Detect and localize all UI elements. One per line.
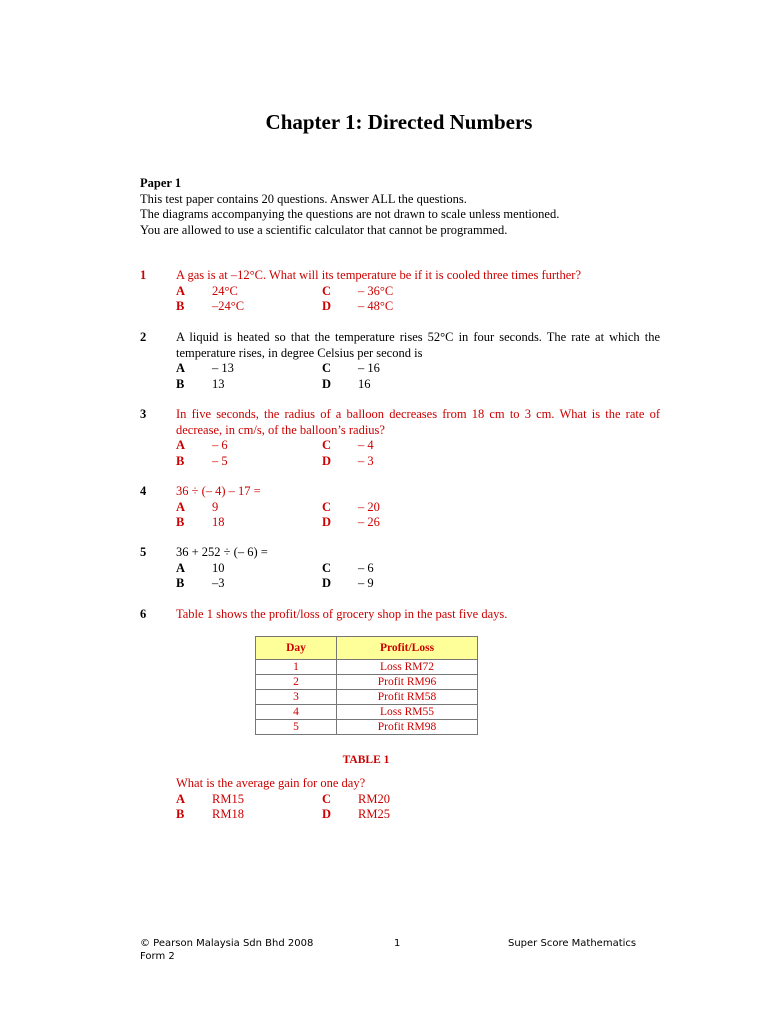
question-number: 5	[140, 545, 147, 559]
option-value: 16	[358, 376, 371, 391]
option-value: – 3	[358, 453, 374, 468]
option-label: C	[322, 438, 332, 452]
table-cell: 4	[256, 705, 337, 720]
question-stem: Table 1 shows the profit/loss of grocery shop in the past five days.	[176, 607, 508, 621]
table-row	[256, 705, 478, 720]
answer-options	[176, 561, 660, 592]
answer-options	[176, 792, 660, 823]
answer-options	[176, 284, 660, 315]
option-value: –24°C	[212, 299, 245, 313]
table-cell: Loss RM72	[337, 660, 478, 675]
option-value: – 4	[358, 438, 374, 452]
question-1	[140, 268, 660, 315]
footer-page-number: 1	[394, 938, 401, 949]
footer-form: Form 2	[140, 951, 175, 962]
option-label: B	[176, 576, 185, 590]
column-header-day: Day	[256, 637, 337, 660]
option-value: – 36°C	[358, 283, 394, 298]
option-value: 18	[212, 515, 225, 529]
option-label: D	[322, 376, 332, 391]
question-2	[140, 330, 660, 392]
profit-loss-table	[255, 636, 478, 735]
option-label: A	[176, 499, 186, 514]
question-stem: 36 ÷ (– 4) – 17 =	[176, 484, 261, 498]
option-value: – 9	[358, 576, 374, 590]
option-value: RM25	[358, 807, 390, 821]
option-label: B	[176, 299, 185, 313]
option-value: RM18	[212, 807, 244, 821]
question-number: 4	[140, 484, 147, 498]
option-label: A	[176, 361, 186, 375]
profit-loss-table-container	[255, 636, 478, 735]
table-caption: TABLE 1	[342, 754, 390, 766]
question-4	[140, 484, 660, 531]
question-number: 6	[140, 607, 147, 621]
table-cell: 1	[256, 660, 337, 675]
option-value: 24°C	[212, 283, 238, 298]
option-value: – 5	[212, 453, 228, 468]
footer-series: Super Score Mathematics	[508, 938, 637, 949]
table-cell: Loss RM55	[337, 705, 478, 720]
question-stem: In five seconds, the radius of a balloon decreases from 18 cm to 3 cm. What is the rate of decrease, in cm/s, of the balloon’s radius?	[176, 407, 660, 437]
question-3	[140, 407, 660, 469]
table-row	[256, 660, 478, 675]
table-row	[256, 720, 478, 735]
option-value: RM20	[358, 791, 390, 806]
option-label: A	[176, 438, 186, 452]
page-title: Chapter 1: Directed Numbers	[265, 110, 533, 134]
option-value: 9	[212, 499, 219, 514]
instruction-line: You are allowed to use a scientific calculator that cannot be programmed.	[140, 222, 508, 237]
table-row	[256, 675, 478, 690]
table-row	[256, 690, 478, 705]
option-label: C	[322, 361, 332, 375]
option-value: –3	[212, 576, 225, 590]
option-value: – 48°C	[358, 299, 394, 313]
table-cell: 3	[256, 690, 337, 705]
option-value: – 6	[212, 438, 228, 452]
option-label: C	[322, 560, 332, 575]
option-value: 10	[212, 560, 225, 575]
option-label: B	[176, 453, 185, 468]
option-label: C	[322, 499, 332, 514]
option-value: – 6	[358, 560, 374, 575]
option-label: D	[322, 453, 332, 468]
instruction-line: This test paper contains 20 questions. Answer ALL the questions.	[140, 191, 467, 206]
question-stem: 36 + 252 ÷ (– 6) =	[176, 545, 268, 559]
option-label: B	[176, 807, 185, 821]
paper-instructions	[140, 176, 559, 238]
question-6	[140, 607, 660, 623]
option-value: 13	[212, 376, 225, 391]
answer-options	[176, 500, 660, 531]
option-label: C	[322, 283, 332, 298]
answer-options	[176, 438, 660, 469]
option-value: – 20	[358, 499, 380, 514]
option-value: – 16	[358, 361, 380, 375]
option-label: D	[322, 299, 332, 313]
question-number: 1	[140, 268, 147, 282]
table-header-row	[256, 637, 478, 660]
option-value: RM15	[212, 791, 244, 806]
option-label: D	[322, 807, 332, 821]
option-label: B	[176, 376, 185, 391]
footer-copyright: © Pearson Malaysia Sdn Bhd 2008	[140, 938, 314, 949]
question-5	[140, 545, 660, 592]
question-stem: A liquid is heated so that the temperature rises 52°C in four seconds. The rate at which the temperature rises, in degree Celsius per second is	[176, 330, 660, 360]
table-cell: Profit RM98	[337, 720, 478, 735]
question-6-prompt	[140, 776, 660, 823]
option-value: – 13	[212, 361, 234, 375]
option-label: A	[176, 560, 186, 575]
column-header-profit-loss: Profit/Loss	[337, 637, 478, 660]
option-label: D	[322, 515, 332, 529]
option-label: C	[322, 791, 332, 806]
table-cell: 5	[256, 720, 337, 735]
paper-heading: Paper 1	[140, 176, 182, 190]
option-label: A	[176, 283, 186, 298]
table-cell: Profit RM96	[337, 675, 478, 690]
instruction-line: The diagrams accompanying the questions are not drawn to scale unless mentioned.	[140, 207, 560, 221]
question-number: 3	[140, 407, 147, 421]
option-value: – 26	[358, 515, 380, 529]
option-label: D	[322, 576, 332, 590]
question-subprompt: What is the average gain for one day?	[176, 776, 366, 790]
table-cell: 2	[256, 675, 337, 690]
answer-options	[176, 361, 660, 392]
option-label: B	[176, 515, 185, 529]
question-stem: A gas is at –12°C. What will its temperature be if it is cooled three times further?	[176, 268, 582, 282]
question-number: 2	[140, 330, 147, 344]
table-cell: Profit RM58	[337, 690, 478, 705]
option-label: A	[176, 791, 186, 806]
